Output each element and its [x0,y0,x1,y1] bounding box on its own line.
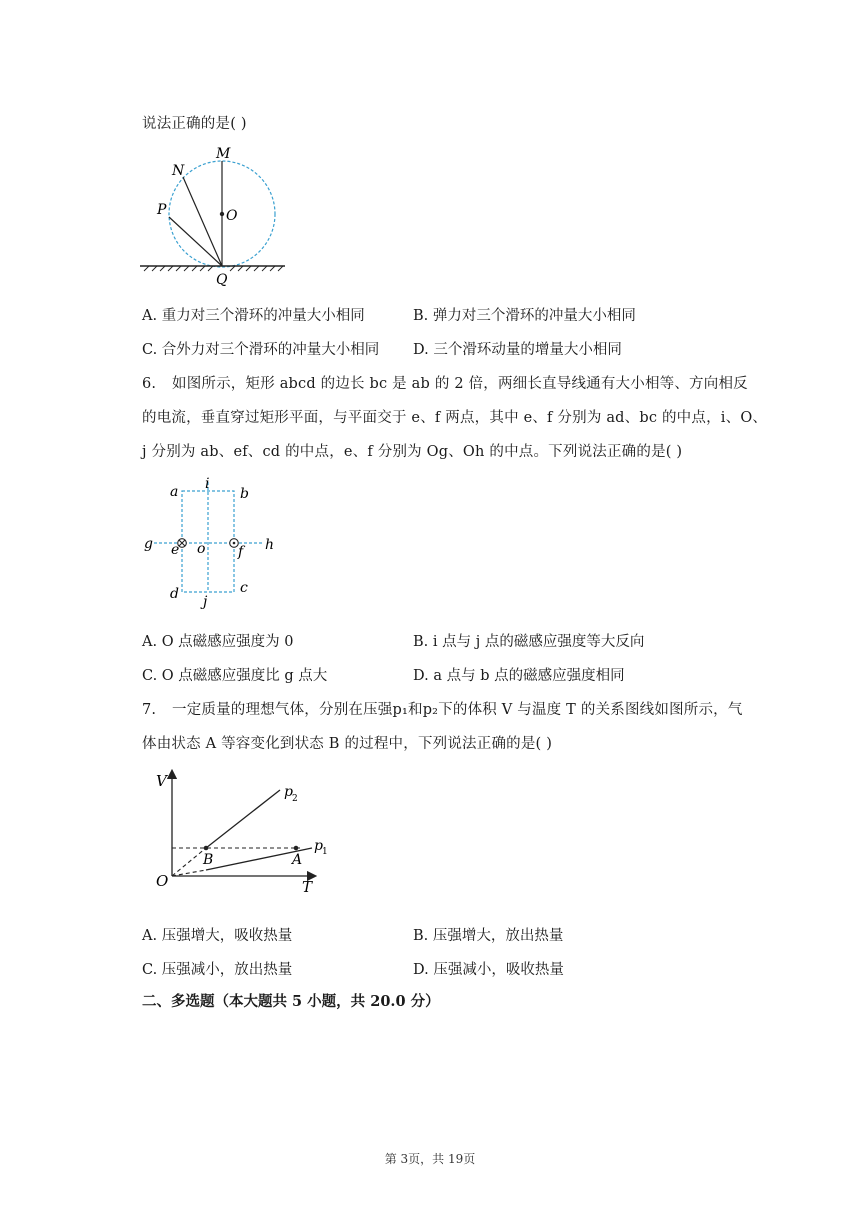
q7-label-V: V [156,772,167,790]
q6-number: 6. [142,376,157,392]
q7-label-p2-sub: 2 [292,794,298,804]
q5-option-c: C. 合外力对三个滑环的冲量大小相同 [142,342,380,358]
q7-option-c: C. 压强减小，放出热量 [142,962,293,978]
q6-stem-line-1 [142,372,748,393]
q6-label-b: b [240,486,249,502]
q7-dashed-p2-extension [172,848,206,876]
q5-label-P: P [157,202,167,218]
q6-label-h: h [265,537,275,553]
page-footer: 第 3页，共 19页 [384,1152,476,1166]
q5-option-a: A. 重力对三个滑环的冲量大小相同 [142,308,365,324]
q7-label-O: O [156,872,169,890]
q6-option-d: D. a 点与 b 点的磁感应强度相同 [413,668,625,684]
q5-label-O: O [226,208,238,224]
q7-label-A: A [292,852,303,868]
q6-stem-line-3: j 分别为 ab、ef、cd 的中点，e、f 分别为 Og、Oh 的中点。下列说法正确的是( ) [142,444,683,460]
q6-rectangle-abcd [182,491,234,592]
q7-label-p1-sub: 1 [322,847,328,857]
q6-label-j: j [203,594,208,610]
q6-option-c: C. O 点磁感应强度比 g 点大 [142,668,328,684]
q7-option-a: A. 压强增大，吸收热量 [142,928,293,944]
q5-label-N: N [172,163,185,179]
q5-option-d: D. 三个滑环动量的增量大小相同 [413,342,622,358]
q7-number: 7. [142,702,157,718]
q6-label-g: g [144,536,153,552]
q6-current-out-icon [230,539,239,548]
q7-stem-line-1 [142,698,743,719]
q6-option-a: A. O 点磁感应强度为 0 [142,634,294,650]
q5-label-M: M [216,146,231,162]
q6-label-f: f [238,544,244,560]
q5-option-b: B. 弹力对三个滑环的冲量大小相同 [413,308,636,324]
q6-stem-text-1: 如图所示，矩形 abcd 的边长 bc 是 ab 的 2 倍，两细长直导线通有大小相等、方向相反 [172,376,748,392]
q6-label-d: d [170,586,179,602]
q6-label-e: e [171,542,180,558]
q7-label-B: B [203,852,214,868]
q7-stem-line-2: 体由状态 A 等容变化到状态 B 的过程中，下列说法正确的是( ) [142,736,553,752]
q5-rod-NQ [183,177,222,266]
q7-stem-text-1: 一定质量的理想气体，分别在压强p₁和p₂下的体积 V 与温度 T 的关系图线如图所示，气 [172,702,743,718]
q6-label-a: a [170,484,179,500]
q7-option-b: B. 压强增大，放出热量 [413,928,564,944]
q7-figure [142,768,342,896]
q7-label-p2: p [284,784,293,800]
q5-center-dot [220,212,224,216]
q7-label-T: T [302,878,313,896]
q7-point-A [294,846,299,851]
q5-stem-tail: 说法正确的是( ) [142,116,247,132]
q5-figure [140,140,290,288]
q7-dashed-p1-extension [172,870,206,876]
q6-figure [140,474,290,610]
q6-stem-line-2: 的电流，垂直穿过矩形平面，与平面交于 e、f 两点，其中 e、f 分别为 ad、bc 的中点，i、O、 [142,410,768,426]
q7-option-d: D. 压强减小，吸收热量 [413,962,564,978]
q7-label-p1: p [314,838,323,854]
section-multiple-choice-heading: 二、多选题（本大题共 5 小题，共 20.0 分） [142,993,440,1010]
q5-label-Q: Q [216,272,228,288]
q6-label-c: c [240,580,248,596]
q7-point-B [204,846,209,851]
q6-label-i: i [205,476,210,492]
q6-label-o: o [197,541,206,557]
q6-option-b: B. i 点与 j 点的磁感应强度等大反向 [413,634,645,650]
q7-line-p2 [206,790,280,848]
